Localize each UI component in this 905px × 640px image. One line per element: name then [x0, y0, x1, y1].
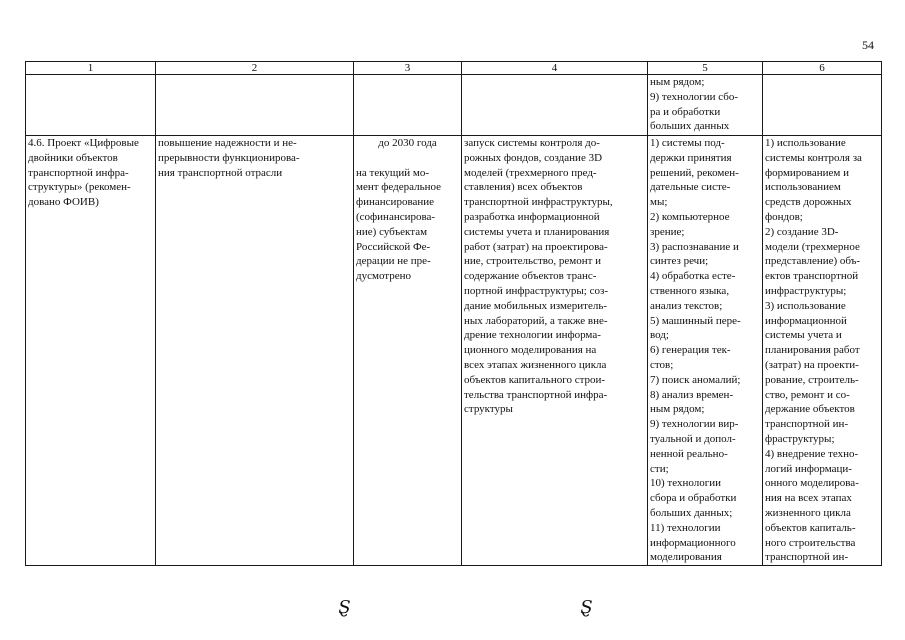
text-line: ра и обработки	[650, 105, 721, 118]
text-line: инфраструктуры;	[765, 284, 847, 297]
text-line: моделей (трехмерного пред-	[464, 166, 597, 179]
text-line: информационного	[650, 536, 736, 549]
text-line: модели (трехмерное	[765, 240, 860, 253]
cell-text	[28, 136, 153, 210]
text-line: ния на всех этапах	[765, 492, 852, 505]
text-line: фондов;	[765, 210, 803, 223]
text-line: работ (затрат) на проектирова-	[464, 240, 608, 253]
text-line: портной инфраструктуры; соз-	[464, 284, 608, 297]
technologies-cell	[648, 136, 763, 566]
text-line: системы контроля за	[765, 151, 862, 164]
cell-text	[464, 136, 645, 417]
text-line: мы;	[650, 196, 668, 209]
text-line: дрение технологии информа-	[464, 329, 601, 342]
text-line: синтез речи;	[650, 255, 709, 268]
text-line: использованием	[765, 181, 841, 194]
bottom-mark: Ȿ	[580, 597, 593, 617]
text-line: 2) создание 3D-	[765, 225, 839, 238]
column-number: 5	[648, 62, 763, 75]
cell-empty	[156, 75, 354, 136]
column-number: 6	[763, 62, 882, 75]
column-number: 4	[462, 62, 648, 75]
text-line: дерации не пре-	[356, 255, 431, 268]
text-line: всех этапах жизненного цикла	[464, 358, 607, 371]
technologies-continued-cell	[648, 75, 763, 136]
text-line: транспортной инфра-	[28, 166, 129, 179]
text-line: двойники объектов	[28, 151, 118, 164]
column-number: 2	[156, 62, 354, 75]
text-line: жизненного цикла	[765, 506, 851, 519]
document-table	[25, 61, 882, 566]
text-line: сти;	[650, 462, 669, 475]
deadline-financing-cell	[354, 136, 462, 566]
text-line: дательные систе-	[650, 181, 731, 194]
results-cell	[763, 136, 882, 566]
page-number: 54	[862, 38, 874, 52]
text-line: запуск системы контроля до-	[464, 137, 600, 149]
text-line: ставления) всех объектов	[464, 181, 583, 194]
text-line: ственного языка,	[650, 284, 730, 297]
text-line: ного строительства	[765, 536, 856, 549]
cell-text	[765, 136, 879, 565]
deadline-text	[356, 136, 459, 151]
text-line: транспортной ин-	[765, 418, 849, 431]
text-line: дание мобильных измеритель-	[464, 299, 608, 312]
text-line: прерывности функционирова-	[158, 151, 300, 164]
text-line: ным рядом;	[650, 403, 705, 416]
text-line: решений, рекомен-	[650, 166, 739, 179]
text-line: объектов капиталь-	[765, 521, 856, 534]
column-number-row	[26, 62, 882, 75]
text-line: 9) технологии вир-	[650, 418, 739, 431]
text-line: структуры	[464, 403, 513, 416]
text-line: ных лабораторий, а также вне-	[464, 314, 608, 327]
text-line: 4) внедрение техно-	[765, 447, 859, 460]
text-line: средств дорожных	[765, 196, 852, 209]
text-line: (софинансирова-	[356, 210, 436, 223]
text-line: ненной реально-	[650, 447, 728, 460]
text-line: стов;	[650, 358, 674, 371]
cell-text	[650, 136, 760, 565]
text-line: ние) субъектам	[356, 225, 428, 238]
text-line: держание объектов	[765, 403, 855, 416]
text-line: 5) машинный пере-	[650, 314, 741, 327]
text-line: 7) поиск аномалий;	[650, 373, 741, 386]
text-line: (затрат) на проекти-	[765, 358, 859, 371]
text-line: повышение надежности и не-	[158, 137, 297, 149]
text-line: ние, строительство, ремонт и	[464, 255, 602, 268]
text-line: больших данных;	[650, 506, 733, 519]
text-line: до 2030 года	[378, 137, 437, 149]
text-line: транспортной ин-	[765, 551, 849, 564]
text-line: формированием и	[765, 166, 849, 179]
financing-text	[356, 166, 459, 284]
text-line: держки принятия	[650, 151, 732, 164]
text-line: довано ФОИВ)	[28, 196, 99, 209]
text-line: анализ текстов;	[650, 299, 723, 312]
text-line: ектов транспортной	[765, 270, 859, 283]
cell-text	[650, 75, 760, 134]
cell-empty	[763, 75, 882, 136]
goal-cell	[156, 136, 354, 566]
actions-cell	[462, 136, 648, 566]
text-line: онного моделирова-	[765, 477, 859, 490]
text-line: представление) объ-	[765, 255, 861, 268]
text-line: моделирования	[650, 551, 722, 564]
text-line: 1) системы под-	[650, 137, 725, 149]
cell-text	[158, 136, 351, 180]
text-line: 10) технологии	[650, 477, 721, 490]
project-row	[26, 136, 882, 566]
bottom-mark: Ȿ	[338, 597, 351, 617]
cell-empty	[354, 75, 462, 136]
text-line: планирования работ	[765, 344, 860, 357]
text-line: тельства транспортной инфра-	[464, 388, 608, 401]
text-line: больших данных	[650, 120, 730, 133]
text-line: объектов капитального строи-	[464, 373, 606, 386]
text-line: 9) технологии сбо-	[650, 90, 738, 103]
text-line: системы учета и	[765, 329, 842, 342]
text-line: 3) использование	[765, 299, 846, 312]
text-line: информационной	[765, 314, 847, 327]
text-line: сбора и обработки	[650, 492, 737, 505]
text-line: 1) использование	[765, 137, 846, 149]
text-line: 2) компьютерное	[650, 210, 730, 223]
text-line: рожных фондов, создание 3D	[464, 151, 603, 164]
text-line: 11) технологии	[650, 521, 721, 534]
text-line: 6) генерация тек-	[650, 344, 731, 357]
text-line: туальной и допол-	[650, 432, 736, 445]
text-line: Российской Фе-	[356, 240, 431, 253]
text-line: ным рядом;	[650, 76, 705, 88]
text-line: фраструктуры;	[765, 432, 835, 445]
text-line: ство, ремонт и со-	[765, 388, 850, 401]
text-line: структуры» (рекомен-	[28, 181, 131, 194]
cell-empty	[26, 75, 156, 136]
text-line: дусмотрено	[356, 270, 412, 283]
text-line: транспортной инфраструктуры,	[464, 196, 613, 209]
text-line: логий информаци-	[765, 462, 852, 475]
text-line: финансирование	[356, 196, 435, 209]
project-name-cell	[26, 136, 156, 566]
text-line: мент федеральное	[356, 181, 442, 194]
text-line: зрение;	[650, 225, 685, 238]
text-line: 8) анализ времен-	[650, 388, 734, 401]
text-line: содержание объектов транс-	[464, 270, 597, 283]
text-line: вод;	[650, 329, 669, 342]
cell-empty	[462, 75, 648, 136]
text-line: ния транспортной отрасли	[158, 166, 283, 179]
text-line: ционного моделирования на	[464, 344, 597, 357]
column-number: 3	[354, 62, 462, 75]
text-line: разработка информационной	[464, 210, 600, 223]
text-line: на текущий мо-	[356, 166, 430, 179]
text-line: системы учета и планирования	[464, 225, 610, 238]
continuation-row	[26, 75, 882, 136]
text-line: 4.6. Проект «Цифровые	[28, 137, 139, 149]
text-line: 3) распознавание и	[650, 240, 739, 253]
column-number: 1	[26, 62, 156, 75]
text-line: рование, строитель-	[765, 373, 859, 386]
text-line: 4) обработка есте-	[650, 270, 736, 283]
